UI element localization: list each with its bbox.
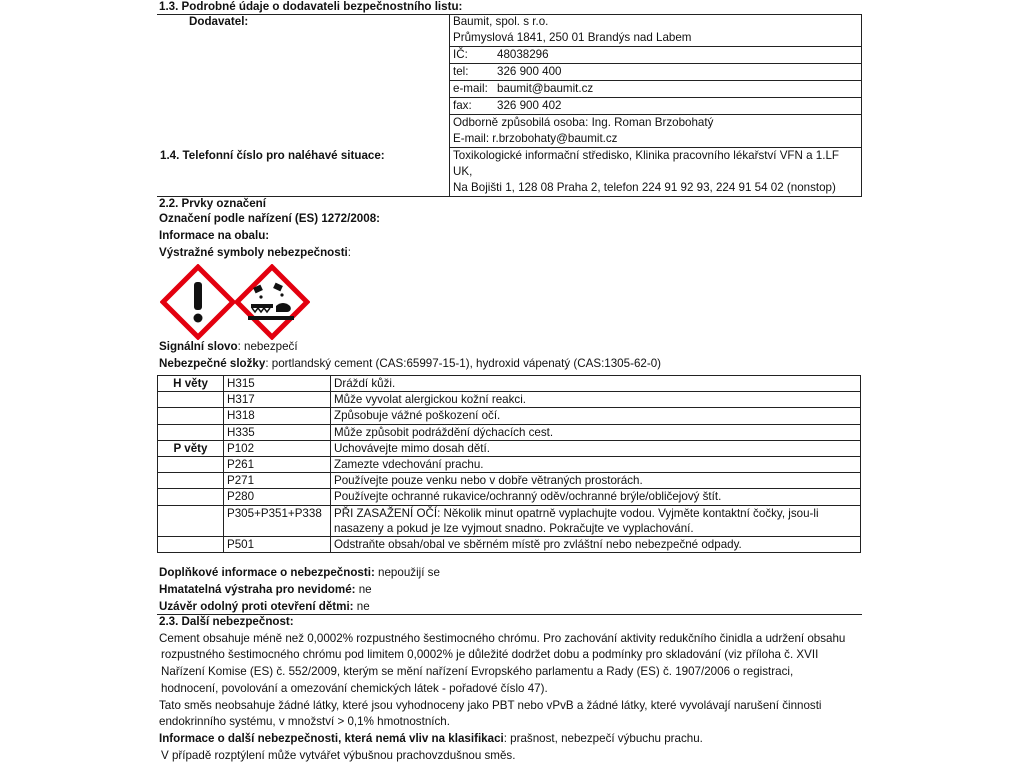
other-hazards-text-2: rozpustného šestimocného chrómu pod limitem 0,0002% je důležité dodržet dobu a podmínky pro skladování (viz příloha č. XVII: [161, 648, 819, 661]
phrase-text: Používejte ochranné rukavice/ochranný oděv/ochranné brýle/obličejový štít.: [331, 489, 861, 505]
phrase-text: Odstraňte obsah/obal ve sběrném místě pro zvláštní nebo nebezpečné odpady.: [331, 537, 861, 553]
phrase-group: [158, 473, 224, 489]
phrase-text-line-1: PŘI ZASAŽENÍ OČÍ: Několik minut opatrně vyplachujte vodou. Vyjměte kontaktní čočky, jsou-li: [334, 506, 819, 520]
section-1-4-heading: 1.4. Telefonní číslo pro naléhavé situace:: [160, 148, 385, 162]
phrase-group: [158, 392, 224, 408]
supplier-ico: [450, 47, 862, 64]
hazardous-components-value: : portlandský cement (CAS:65997-15-1), hydroxid vápenatý (CAS:1305-62-0): [265, 357, 662, 370]
child-closure-value: ne: [353, 600, 370, 613]
phrase-code: H315: [224, 376, 331, 392]
signal-word-label: Signální slovo: [159, 340, 238, 353]
other-hazards-text-3: Nařízení Komise (ES) č. 552/2009, kterým se mění nařízení Evropského parlamentu a Rady (ES) č. 1907/2006 o registraci,: [161, 665, 794, 678]
phrase-code: P102: [224, 440, 331, 456]
section-1-3-heading: 1.3. Podrobné údaje o dodavateli bezpečnostního listu:: [159, 0, 463, 13]
emergency-line-1: Toxikologické informační středisko, Klinika pracovního lékařství VFN a 1.LF UK,: [453, 149, 839, 178]
package-info-label: Informace na obalu:: [159, 229, 270, 242]
phrase-code: H317: [224, 392, 331, 408]
phrase-text: Používejte pouze venku nebo v dobře větraných prostorách.: [331, 473, 861, 489]
supplier-table: [157, 14, 862, 197]
table-row: [158, 440, 861, 456]
contact-person: Odborně způsobilá osoba: Ing. Roman Brzobohatý: [453, 116, 714, 129]
extra-info-label: Doplňkové informace o nebezpečnosti:: [159, 566, 375, 579]
table-row: [158, 392, 861, 408]
email-value[interactable]: baumit@baumit.cz: [497, 82, 594, 95]
phrase-text: Zamezte vdechování prachu.: [331, 457, 861, 473]
table-row: [158, 408, 861, 424]
hazard-symbols-line: [159, 245, 351, 260]
supplier-tel: [450, 64, 862, 81]
phrase-text: Dráždí kůži.: [331, 376, 861, 392]
emergency-line-2: Na Bojišti 1, 128 08 Praha 2, telefon 224 91 92 93, 224 91 54 02 (nonstop): [453, 181, 836, 194]
contact-person-email[interactable]: E-mail: r.brzobohaty@baumit.cz: [453, 132, 618, 145]
ico-label: IČ:: [453, 48, 468, 61]
phrase-group: [158, 457, 224, 473]
hazard-symbols-label: Výstražné symboly nebezpečnosti: [159, 246, 348, 259]
other-hazards-text-1: Cement obsahuje méně než 0,0002% rozpustného šestimocného chrómu. Pro zachování aktivity redukčního činidla a udržení obsahu: [159, 632, 846, 645]
phrase-text-line-2: nasazeny a pokud je lze vyjmout snadno. Pokračujte ve vyplachování.: [334, 521, 694, 535]
tactile-warning-line: [159, 582, 372, 597]
extra-info-line: [159, 565, 440, 580]
table-row: [158, 424, 861, 440]
supplier-email: [450, 81, 862, 98]
tel-value: 326 900 400: [497, 65, 562, 78]
other-hazards-text-4: hodnocení, povolování a omezování chemických látek - pořadové číslo 47).: [161, 682, 548, 695]
table-row: [158, 537, 861, 553]
supplier-contact-person: [450, 115, 862, 148]
other-hazards-text-8: V případě rozptýlení může vytvářet výbušnou prachovzdušnou směs.: [161, 749, 516, 762]
phrase-code: P305+P351+P338: [224, 505, 331, 536]
corrosion-icon: [234, 264, 310, 340]
hazard-symbols-colon: :: [347, 246, 352, 259]
tel-label: tel:: [453, 65, 469, 78]
phrase-group: [158, 408, 224, 424]
phrase-text: [331, 505, 861, 536]
phrase-group: [158, 537, 224, 553]
other-hazards-text-6: endokrinního systému, v množství > 0,1% hmotnostních.: [159, 715, 450, 728]
phrase-group: [158, 424, 224, 440]
supplier-company: Baumit, spol. s r.o.: [453, 15, 549, 28]
child-closure-label: Uzávěr odolný proti otevření dětmi:: [159, 600, 354, 613]
phrase-text: Způsobuje vážné poškození očí.: [331, 408, 861, 424]
phrase-group: [158, 489, 224, 505]
other-hazards-text-5: Tato směs neobsahuje žádné látky, které jsou vyhodnoceny jako PBT nebo vPvB a žádné látky, které vyvolávají narušení činnosti: [159, 699, 822, 712]
phrase-code: P261: [224, 457, 331, 473]
fax-value: 326 900 402: [497, 99, 562, 112]
hazard-phrases-table: [157, 375, 861, 553]
other-hazards-info-value: : prašnost, nebezpečí výbuchu prachu.: [503, 732, 703, 745]
extra-info-value: nepoužijí se: [374, 566, 440, 579]
phrase-group: H věty: [158, 376, 224, 392]
phrase-group: [158, 505, 224, 536]
table-row: [158, 505, 861, 536]
section-2-2-heading: 2.2. Prvky označení: [159, 197, 266, 210]
supplier-label: Dodavatel:: [189, 15, 249, 28]
phrase-code: P271: [224, 473, 331, 489]
tactile-warning-value: ne: [355, 583, 372, 596]
phrase-group: P věty: [158, 440, 224, 456]
phrase-code: H318: [224, 408, 331, 424]
child-closure-line: [159, 599, 370, 614]
email-label: e-mail:: [453, 82, 488, 95]
hazardous-components-line: [159, 356, 661, 371]
signal-word-line: [159, 339, 298, 354]
supplier-fax: [450, 98, 862, 115]
phrase-text: Uchovávejte mimo dosah dětí.: [331, 440, 861, 456]
signal-word-value: : nebezpečí: [237, 340, 298, 353]
phrase-code: P280: [224, 489, 331, 505]
phrase-text: Může vyvolat alergickou kožní reakci.: [331, 392, 861, 408]
other-hazards-info-label: Informace o další nebezpečnosti, která nemá vliv na klasifikaci: [159, 732, 504, 745]
section-2-3-heading: 2.3. Další nebezpečnost:: [159, 615, 294, 628]
fax-label: fax:: [453, 99, 472, 112]
phrase-code: P501: [224, 537, 331, 553]
emergency-phone: [450, 148, 862, 197]
table-row: [158, 473, 861, 489]
supplier-address: Průmyslová 1841, 250 01 Brandýs nad Labem: [453, 31, 692, 44]
table-row: [158, 376, 861, 392]
hazardous-components-label: Nebezpečné složky: [159, 357, 266, 370]
other-hazards-info-line: [159, 731, 703, 746]
ico-value: 48038296: [497, 48, 549, 61]
regulation-label: Označení podle nařízení (ES) 1272/2008:: [159, 212, 381, 225]
exclamation-mark-icon: [160, 264, 236, 340]
table-row: [158, 457, 861, 473]
supplier-company-address: [450, 14, 862, 47]
table-row: [158, 489, 861, 505]
phrase-code: H335: [224, 424, 331, 440]
phrase-text: Může způsobit podráždění dýchacích cest.: [331, 424, 861, 440]
tactile-warning-label: Hmatatelná výstraha pro nevidomé:: [159, 583, 356, 596]
